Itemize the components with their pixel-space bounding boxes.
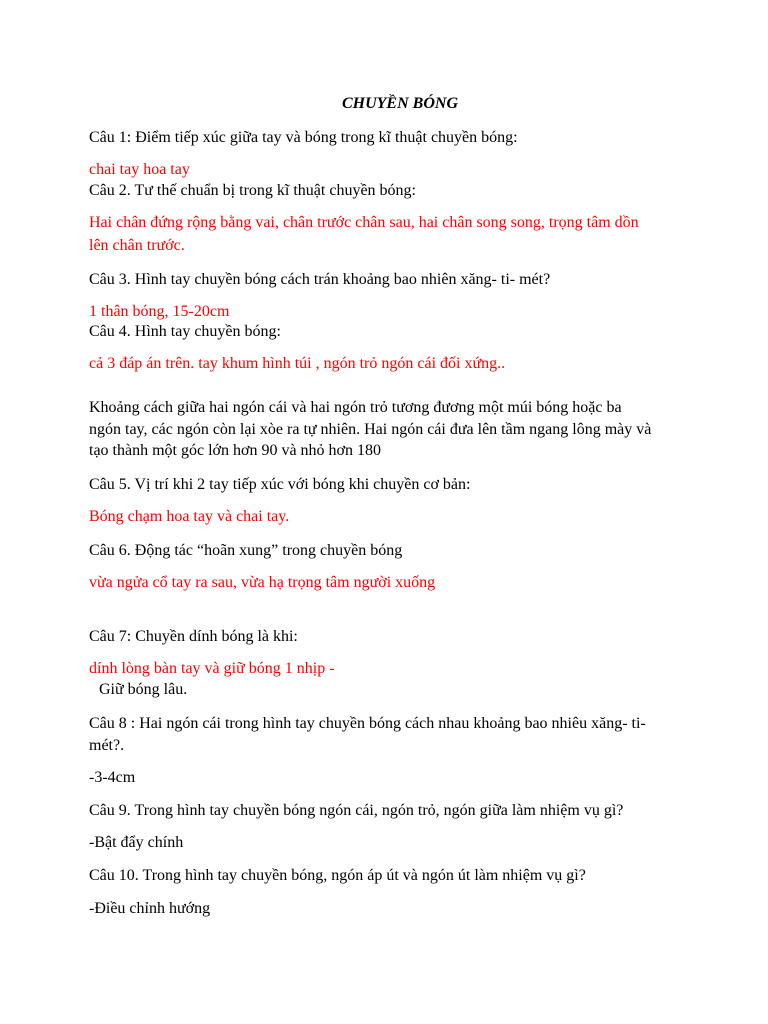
answer-6: vừa ngửa cổ tay ra sau, vừa hạ trọng tâm người xuống — [89, 574, 436, 591]
paragraph-line-3: tạo thành một góc lớn hơn 90 và nhỏ hơn 180 — [89, 442, 382, 459]
question-6: Câu 6. Động tác “hoãn xung” trong chuyền bóng — [89, 542, 403, 559]
answer-5: Bóng chạm hoa tay và chai tay. — [89, 508, 290, 525]
question-4: Câu 4. Hình tay chuyền bóng: — [89, 323, 281, 340]
question-8-line-1: Câu 8 : Hai ngón cái trong hình tay chuyền bóng cách nhau khoảng bao nhiêu xăng- ti- — [89, 715, 646, 732]
answer-10: -Điều chỉnh hướng — [89, 900, 211, 917]
paragraph-line-2: ngón tay, các ngón còn lại xòe ra tự nhiên. Hai ngón cái đưa lên tầm ngang lông mày và — [89, 421, 652, 438]
question-8-line-2: mét?. — [89, 737, 125, 754]
answer-1: chai tay hoa tay — [89, 161, 190, 178]
answer-7-extra: Giữ bóng lâu. — [99, 681, 188, 698]
document-title: CHUYỀN BÓNG — [341, 95, 458, 112]
answer-7: dính lòng bàn tay và giữ bóng 1 nhịp - — [89, 660, 335, 677]
question-7: Câu 7: Chuyền dính bóng là khi: — [89, 628, 298, 645]
question-2: Câu 2. Tư thế chuẩn bị trong kĩ thuật chuyền bóng: — [89, 182, 416, 199]
question-1: Câu 1: Điểm tiếp xúc giữa tay và bóng trong kĩ thuật chuyền bóng: — [89, 129, 518, 146]
question-5: Câu 5. Vị trí khi 2 tay tiếp xúc với bóng khi chuyền cơ bản: — [89, 476, 471, 493]
answer-2-line-1: Hai chân đứng rộng bằng vai, chân trước chân sau, hai chân song song, trọng tâm dồn — [89, 214, 639, 231]
answer-8: -3-4cm — [89, 769, 136, 786]
answer-9: -Bật đẩy chính — [89, 834, 184, 851]
answer-2-line-2: lên chân trước. — [89, 237, 185, 254]
question-3: Câu 3. Hình tay chuyền bóng cách trán khoảng bao nhiên xăng- ti- mét? — [89, 271, 551, 288]
answer-4: cả 3 đáp án trên. tay khum hình túi , ngón trỏ ngón cái đối xứng.. — [89, 355, 506, 372]
answer-3: 1 thân bóng, 15-20cm — [89, 303, 230, 320]
question-10: Câu 10. Trong hình tay chuyền bóng, ngón áp út và ngón út làm nhiệm vụ gì? — [89, 867, 586, 884]
paragraph-line-1: Khoảng cách giữa hai ngón cái và hai ngón trỏ tương đương một múi bóng hoặc ba — [89, 399, 622, 416]
question-9: Câu 9. Trong hình tay chuyền bóng ngón cái, ngón trỏ, ngón giữa làm nhiệm vụ gì? — [89, 802, 624, 819]
